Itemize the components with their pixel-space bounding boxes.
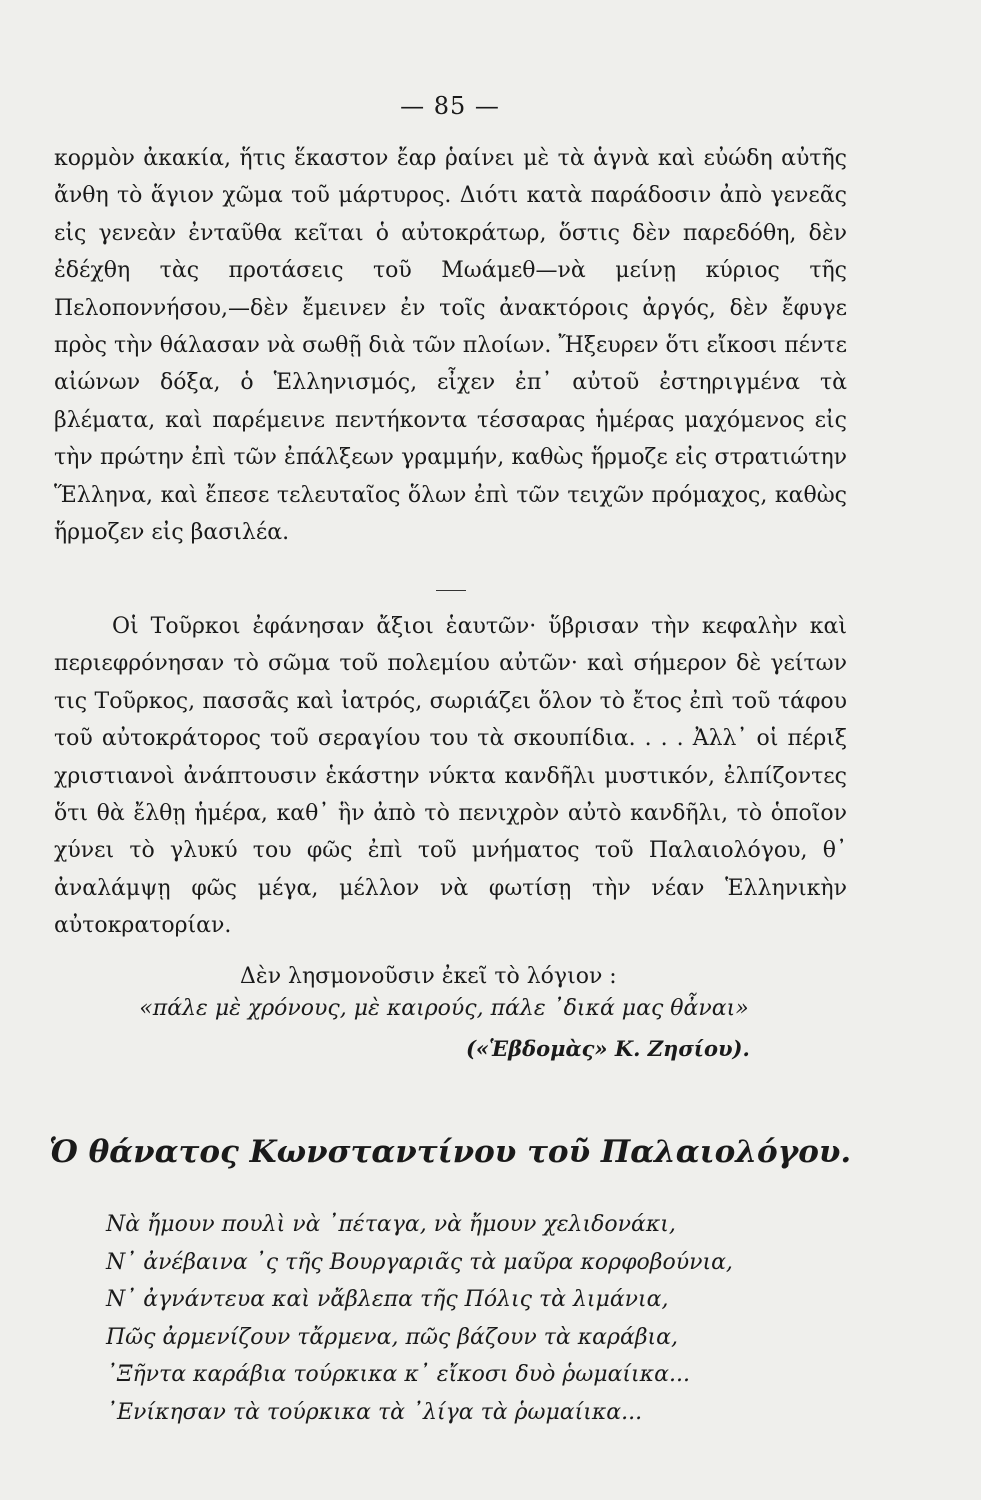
paragraph-2: Οἱ Τοῦρκοι ἐφάνησαν ἄξιοι ἑαυτῶν· ὕβρισαν τὴν κεφαλὴν καὶ περιεφρόνησαν τὸ σῶμα τοῦ πολεμίου αὐτῶν· καὶ σήμερον δὲ γείτων τις Τοῦρκος, πασσᾶς καὶ ἰατρός, σωριάζει ὅλον τὸ ἔτος ἐπὶ τοῦ τάφου τοῦ αὐτοκράτορος τοῦ σεραγίου του τὰ σκουπίδια. . . . Ἀλλ᾽ οἱ πέριξ χριστιανοὶ ἀνάπτουσιν ἑκάστην νύκτα κανδῆλι μυστικόν, ἐλπίζοντες ὅτι θὰ ἔλθῃ ἡμέρα, καθ᾽ ἣν ἀπὸ τὸ πενιχρὸν αὐτὸ κανδῆλι, τὸ ὁποῖον χύνει τὸ γλυκύ του φῶς ἐπὶ τοῦ μνήματος τοῦ Παλαιολόγου, θ᾽ ἀναλάμψῃ φῶς μέγα, μέλλον νὰ φωτίσῃ τὴν νέαν Ἑλληνικὴν αὐτοκρατορίαν. — [54, 614, 847, 939]
poem-lines — [106, 1206, 846, 1431]
poem-line: Πῶς ἀρμενίζουν τἄρμενα, πῶς βάζουν τὰ καράβια, — [106, 1324, 679, 1350]
poem-line: Ν᾽ ἀγνάντευα καὶ νἄβλεπα τῆς Πόλις τὰ λιμάνια, — [106, 1287, 669, 1312]
poem-title: Ὁ θάνατος Κωνσταντίνου τοῦ Παλαιολόγου. — [48, 1134, 852, 1170]
paragraph-1: κορμὸν ἀκακία, ἥτις ἕκαστον ἔαρ ῥαίνει μὲ τὰ ἁγνὰ καὶ εὐώδη αὐτῆς ἄνθη τὸ ἅγιον χῶμα τοῦ μάρτυρος. Διότι κατὰ παράδοσιν ἀπὸ γενεᾶς εἰς γενεὰν ἐνταῦθα κεῖται ὁ αὐτοκράτωρ, ὅστις δὲν παρεδόθη, δὲν ἐδέχθη τὰς προτάσεις τοῦ Μωάμεθ—νὰ μείνῃ κύριος τῆς Πελοποννήσου,—δὲν ἔμεινεν ἐν τοῖς ἀνακτόροις ἀργός, δὲν ἔφυγε πρὸς τὴν θάλασαν νὰ σωθῇ διὰ τῶν πλοίων. Ἤξευρεν ὅτι εἴκοσι πέντε αἰώνων δόξα, ὁ Ἑλληνισμός, εἶχεν ἐπ᾽ αὐτοῦ ἐστηριγμένα τὰ βλέματα, καὶ παρέμεινε πεντήκοντα τέσσαρας ἡμέρας μαχόμενος εἰς τὴν πρώτην ἐπὶ τῶν ἐπάλξεων γραμμήν, καθὼς ἥρμοζε εἰς στρατιώτην Ἕλληνα, καὶ ἔπεσε τελευταῖος ὅλων ἐπὶ τῶν τειχῶν πρόμαχος, καθὼς ἥρμοζεν εἰς βασιλέα. — [54, 146, 847, 546]
poem-line: Νὰ ἤμουν πουλὶ νὰ ᾽πέταγα, νὰ ἤμουν χελιδονάκι, — [106, 1212, 676, 1237]
poem-line: Ν᾽ ἀνέβαινα ᾽ς τῆς Βουργαριᾶς τὰ μαῦρα κορφοβούνια, — [106, 1249, 733, 1275]
paragraph-3: Δὲν λησμονοῦσιν ἐκεῖ τὸ λόγιον : — [240, 964, 617, 989]
poem-line: ᾽Ενίκησαν τὰ τούρκικα τὰ ᾽λίγα τὰ ῥωμαίικα... — [106, 1399, 643, 1425]
source-citation: («Ἑβδομὰς» Κ. Ζησίου). — [466, 1036, 750, 1061]
section-divider — [436, 590, 466, 591]
poem-line: ᾽Ξῆντα καράβια τούρκικα κ᾽ εἴκοσι δυὸ ῥωμαίικα... — [106, 1362, 690, 1387]
page-number: — 85 — — [400, 92, 500, 120]
quoted-saying: «πάλε μὲ χρόνους, μὲ καιρούς, πάλε ᾽δικά μας θἆναι» — [139, 996, 749, 1021]
